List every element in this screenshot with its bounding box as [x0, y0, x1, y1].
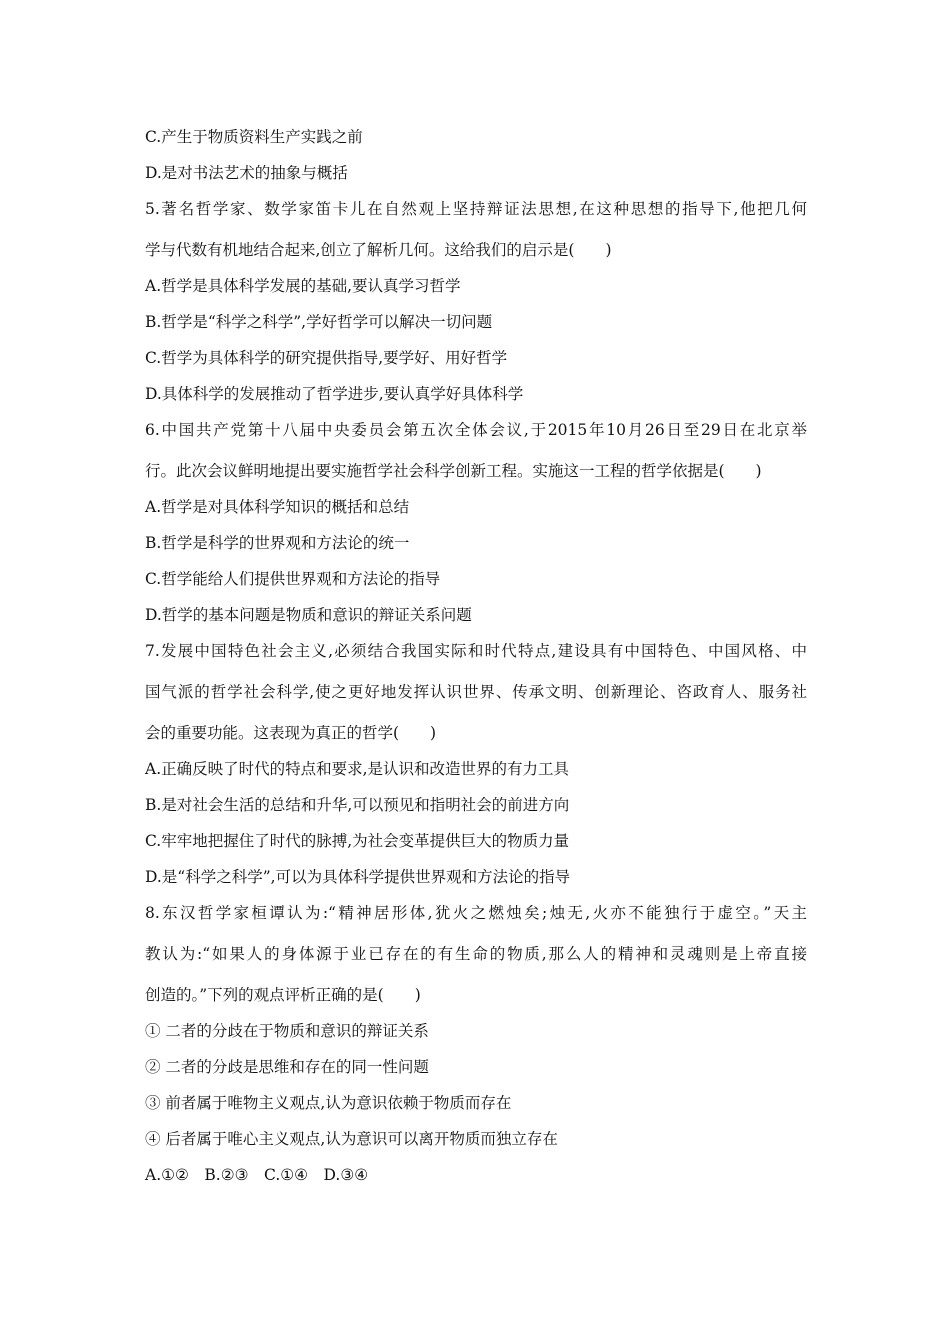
question-6-stem-line-1: 6.中国共产党第十八届中央委员会第五次全体会议,于2015年10月26日至29日在北京举: [145, 421, 807, 439]
option-7b: B.是对社会生活的总结和升华,可以预见和指明社会的前进方向: [145, 796, 570, 814]
option-4d: D.是对书法艺术的抽象与概括: [145, 164, 348, 182]
option-6d: D.哲学的基本问题是物质和意识的辩证关系问题: [145, 606, 472, 624]
question-8-stem-line-1: 8.东汉哲学家桓谭认为:“精神居形体,犹火之燃烛矣;烛无,火亦不能独行于虚空。”天主: [145, 904, 807, 922]
question-8-choices: A.①② B.②③ C.①④ D.③④: [145, 1166, 369, 1184]
question-7-stem-line-1: 7.发展中国特色社会主义,必须结合我国实际和时代特点,建设具有中国特色、中国风格、中: [145, 642, 807, 660]
option-6b: B.哲学是科学的世界观和方法论的统一: [145, 534, 410, 552]
question-5-stem-line-2: 学与代数有机地结合起来,创立了解析几何。这给我们的启示是( ): [145, 241, 612, 259]
question-8-stem-line-2: 教认为:“如果人的身体源于业已存在的有生命的物质,那么人的精神和灵魂则是上帝直接: [145, 945, 807, 963]
option-5b: B.哲学是“科学之科学”,学好哲学可以解决一切问题: [145, 313, 493, 331]
question-8-stem-line-3: 创造的。”下列的观点评析正确的是( ): [145, 986, 421, 1004]
statement-8-4: ④ 后者属于唯心主义观点,认为意识可以离开物质而独立存在: [145, 1130, 558, 1148]
option-6a: A.哲学是对具体科学知识的概括和总结: [145, 498, 410, 516]
option-5d: D.具体科学的发展推动了哲学进步,要认真学好具体科学: [145, 385, 524, 403]
option-5c: C.哲学为具体科学的研究提供指导,要学好、用好哲学: [145, 349, 508, 367]
statement-8-2: ② 二者的分歧是思维和存在的同一性问题: [145, 1058, 429, 1076]
option-7c: C.牢牢地把握住了时代的脉搏,为社会变革提供巨大的物质力量: [145, 832, 570, 850]
option-7a: A.正确反映了时代的特点和要求,是认识和改造世界的有力工具: [145, 760, 570, 778]
option-7d: D.是“科学之科学”,可以为具体科学提供世界观和方法论的指导: [145, 868, 571, 886]
statement-8-3: ③ 前者属于唯物主义观点,认为意识依赖于物质而存在: [145, 1094, 512, 1112]
question-7-stem-line-2: 国气派的哲学社会科学,使之更好地发挥认识世界、传承文明、创新理论、咨政育人、服务社: [145, 683, 807, 701]
statement-8-1: ① 二者的分歧在于物质和意识的辩证关系: [145, 1022, 429, 1040]
option-4c: C.产生于物质资料生产实践之前: [145, 128, 363, 146]
question-5-stem-line-1: 5.著名哲学家、数学家笛卡儿在自然观上坚持辩证法思想,在这种思想的指导下,他把几何: [145, 200, 807, 218]
option-5a: A.哲学是具体科学发展的基础,要认真学习哲学: [145, 277, 461, 295]
question-6-stem-line-2: 行。此次会议鲜明地提出要实施哲学社会科学创新工程。实施这一工程的哲学依据是( ): [145, 462, 762, 480]
question-7-stem-line-3: 会的重要功能。这表现为真正的哲学( ): [145, 724, 437, 742]
option-6c: C.哲学能给人们提供世界观和方法论的指导: [145, 570, 441, 588]
